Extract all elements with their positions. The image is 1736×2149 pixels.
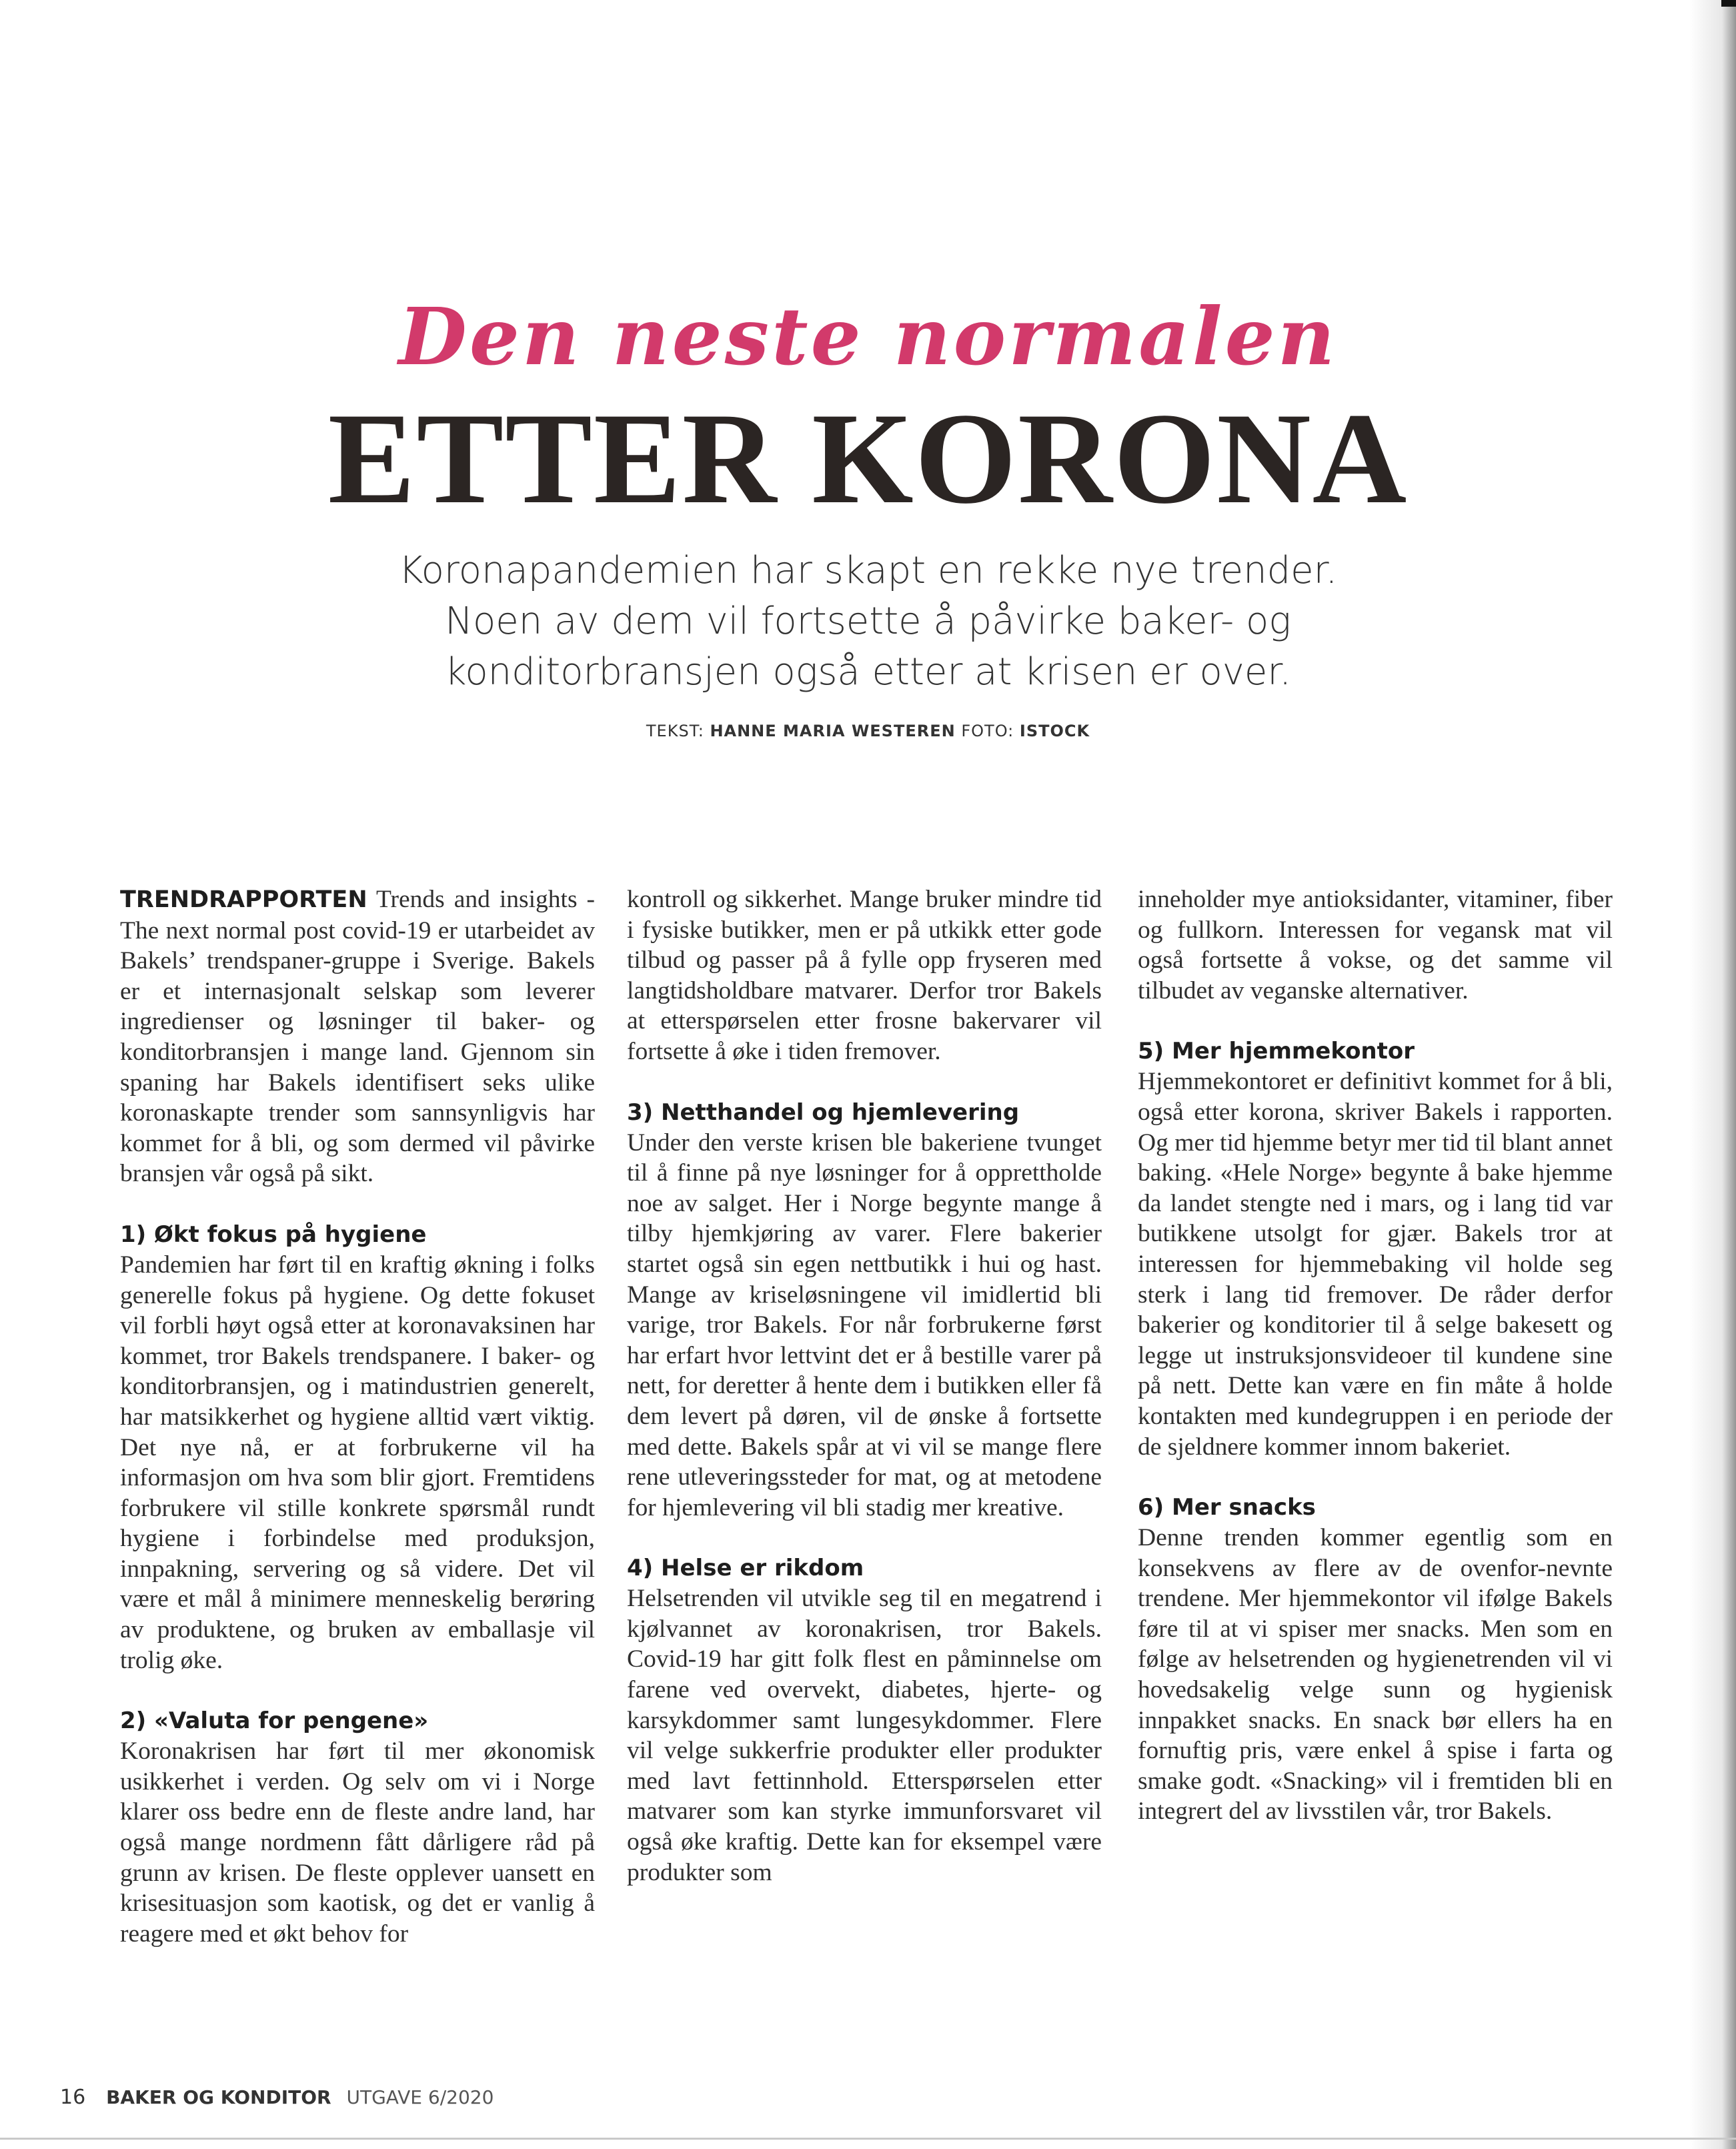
article-column-2 [627, 884, 1102, 1888]
section-2-body-part-2: kontroll og sikkerhet. Mange bruker mindre tid i fysiske butikker, men er på utkikk etter gode tilbud og passer på å fylle opp fryseren med langtidsholdbare matvarer. Derfor tror Bakels at etterspørselen etter frosne bakervarer vil fortsette å øke i tiden fremover. [627, 886, 1102, 1065]
byline-photo-label: FOTO: [961, 722, 1014, 740]
intro-paragraph [120, 884, 595, 1189]
byline [0, 722, 1736, 740]
lede-line: Noen av dem vil fortsette å påvirke baker- og [445, 600, 1291, 643]
byline-author: HANNE MARIA WESTEREN [710, 722, 956, 740]
article-column-3 [1138, 884, 1613, 1827]
section-4-body-part-1: Helsetrenden vil utvikle seg til en megatrend i kjølvannet av koronakrisen, tror Bakels. Covid-19 har gitt folk flest en påminnelse om farene ved overvekt, diabetes, hjerte- og karsykdommer samt lungesykdommer. Flere vil velge sukkerfrie produkter eller produkter med lavt fettinnhold. Etterspørselen etter matvarer som kan styrke immunforsvaret vil også øke kraftig. Dette kan for eksempel være produkter som [627, 1585, 1102, 1886]
magazine-name: BAKER OG KONDITOR [106, 2086, 331, 2108]
section-1-heading: 1) Økt fokus på hygiene [120, 1221, 427, 1248]
script-title: Den neste normalen [398, 290, 1338, 383]
kicker: TRENDRAPPORTEN [120, 886, 367, 913]
page-footer [60, 2086, 494, 2109]
section-5-body: Hjemmekontoret er definitivt kommet for å bli, også etter korona, skriver Bakels i rapporten. Og mer tid hjemme betyr mer tid til blant annet baking. «Hele Norge» begynte å bake hjemme da landet stengte ned i mars, og i lang tid var butikkene utsolgt for gjær. Bakels tror at interessen for hjemmebaking vil holde seg sterk i lang tid fremover. De råder derfor bakerier og konditorier til å selge bakesett og legge ut instruksjonsvideoer til kundene sine på nett. Dette kan være en fin måte å holde kontakten med kundegruppen i en periode der de sjeldnere kommer innom bakeriet. [1138, 1068, 1613, 1461]
main-title: ETTER KORONA [327, 386, 1409, 531]
issue-label: UTGAVE 6/2020 [346, 2086, 494, 2108]
section-6-body: Denne trenden kommer egentlig som en konsekvens av flere av de ovenfor-nevnte trendene. Mer hjemmekontor vil ifølge Bakels føre til at vi spiser mer snacks. Men som en følge av helsetrenden og hygienetrenden vil vi hovedsakelig velge sunn og hygienisk innpakket snacks. En snack bør ellers ha en fornuftig pris, være enkel å spise i farta og smake godt. «Snacking» vil i fremtiden bli en integrert del av livsstilen vår, tror Bakels. [1138, 1524, 1613, 1826]
section-4-heading: 4) Helse er rikdom [627, 1555, 864, 1582]
intro-text: Trends and insights - The next normal post covid-19 er utarbeidet av Bakels’ trendspaner-gruppe i Sverige. Bakels er et internasjonalt selskap som leverer ingredienser og løsninger til baker- og konditorbransjen i mange land. Gjennom sin spaning har Bakels identifisert seks ulike koronaskapte trender som sannsynligvis har kommet for å bli, og som dermed vil påvirke bransjen vår også på sikt. [120, 886, 595, 1188]
section-4-body-part-2: inneholder mye antioksidanter, vitaminer, fiber og fullkorn. Interessen for vegansk mat vil også fortsette å vokse, og det samme vil tilbudet av veganske alternativer. [1138, 886, 1613, 1004]
section-2-body-part-1: Koronakrisen har ført til mer økonomisk usikkerhet i verden. Og selv om vi i Norge klarer oss bedre enn de fleste andre land, har også mange nordmenn fått dårligere råd på grunn av krisen. De fleste opplever uansett en krisesituasjon som kaotisk, og det er vanlig å reagere med et økt behov for [120, 1737, 595, 1948]
page-number: 16 [60, 2086, 86, 2109]
section-2-heading: 2) «Valuta for pengene» [120, 1707, 429, 1735]
corner-mark [1721, 0, 1736, 7]
section-6-heading: 6) Mer snacks [1138, 1494, 1316, 1521]
article-column-1 [120, 884, 595, 1949]
lede-line: konditorbransjen også etter at krisen er over. [444, 650, 1292, 694]
lede [0, 546, 1736, 698]
lede-line: Koronapandemien har skapt en rekke nye trender. [398, 549, 1338, 592]
section-3-body: Under den verste krisen ble bakeriene tvunget til å finne på nye løsninger for å opprettholde noe av salget. Her i Norge begynte mange å tilby hjemkjøring av varer. Flere bakerier startet også sin egen nettbutikk i hui og hast. Mange av kriseløsningene vil imidlertid bli varige, tror Bakels. For når forbrukerne først har erfart hvor lettvint det er å bestille varer på nett, for deretter å hente dem i butikken eller få dem levert på døren, vil de ønske å fortsette med dette. Bakels spår at vi vil se mange flere rene utleveringssteder for mat, og at metodene for hjemlevering vil bli stadig mer kreative. [627, 1129, 1102, 1521]
section-3-heading: 3) Netthandel og hjemlevering [627, 1099, 1020, 1126]
byline-photographer: ISTOCK [1019, 722, 1090, 740]
byline-text-label: TEKST: [646, 722, 704, 740]
section-1-body: Pandemien har ført til en kraftig økning i folks generelle fokus på hygiene. Og dette fokuset vil forbli høyt også etter at koronavaksinen har kommet, tror Bakels trendspanere. I baker- og konditorbransjen, og i matindustrien generelt, har matsikkerhet og hygiene alltid vært viktig. Det nye nå, er at forbrukerne vil ha informasjon om hva som blir gjort. Fremtidens forbrukere vil stille konkrete spørsmål rundt hygiene i forbindelse med produksjon, innpakning, servering og så videre. Det vil være et mål å minimere menneskelig berøring av produktene, og bruken av emballasje vil trolig øke. [120, 1251, 595, 1674]
section-5-heading: 5) Mer hjemmekontor [1138, 1038, 1415, 1065]
bottom-rule [0, 2138, 1736, 2140]
